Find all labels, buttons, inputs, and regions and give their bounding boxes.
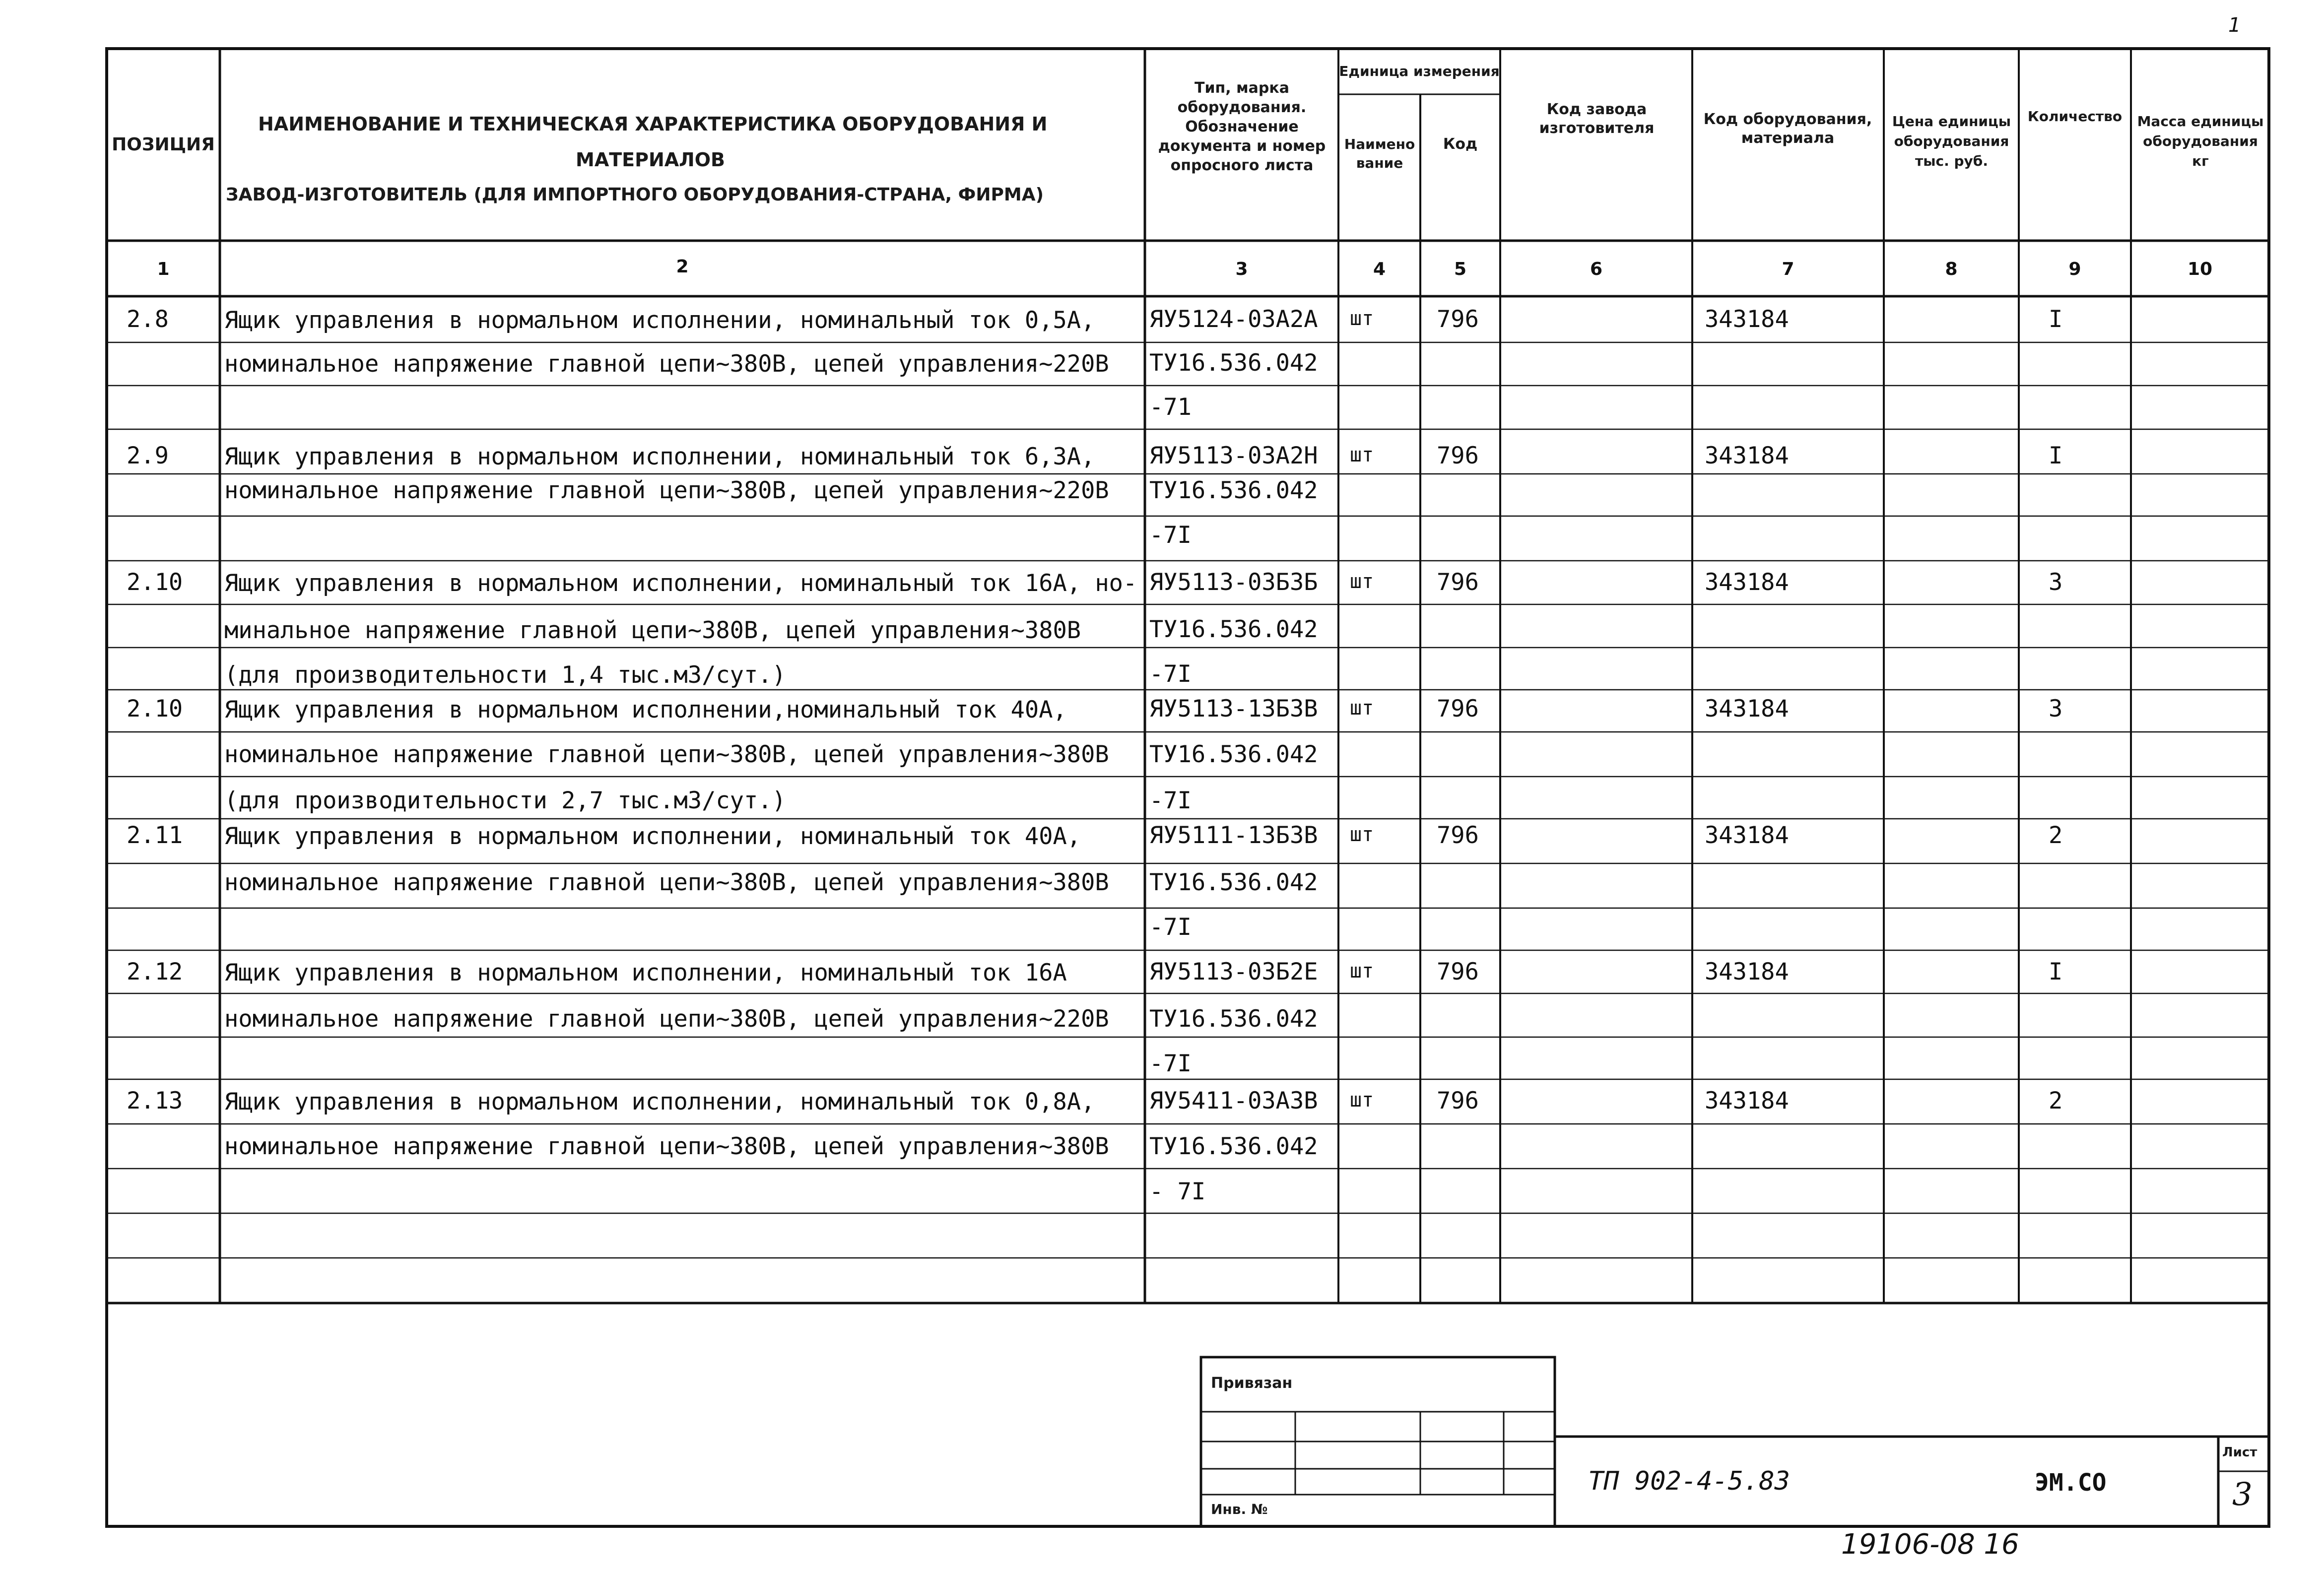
type-line: ТУ16.536.042 bbox=[1149, 1133, 1318, 1160]
col-number-10: 10 bbox=[2187, 259, 2213, 279]
header-unit-name: Наименование bbox=[1344, 136, 1415, 171]
description-line: Ящик управления в нормальном исполнении, номинальный ток 0,5А, bbox=[224, 307, 1095, 334]
type-line: -7I bbox=[1149, 787, 1192, 814]
material-code-cell: 343184 bbox=[1705, 569, 1789, 596]
quantity-cell: I bbox=[2049, 958, 2063, 985]
quantity-cell: 2 bbox=[2049, 1087, 2063, 1114]
position-cell: 2.10 bbox=[127, 569, 183, 596]
col-number-9: 9 bbox=[2068, 259, 2081, 279]
stamp-sheet-number: 3 bbox=[2232, 1476, 2253, 1513]
header-name-line3: ЗАВОД-ИЗГОТОВИТЕЛЬ (ДЛЯ ИМПОРТНОГО ОБОРУДОВАНИЯ-СТРАНА, ФИРМА) bbox=[226, 185, 1044, 205]
type-line: ЯУ5113-03Б3Б bbox=[1149, 569, 1318, 596]
unit-code-cell: 796 bbox=[1437, 442, 1479, 469]
description-line: Ящик управления в нормальном исполнении, номинальный ток 6,3А, bbox=[224, 443, 1095, 470]
unit-cell: шт bbox=[1350, 960, 1374, 983]
type-line: ТУ16.536.042 bbox=[1149, 869, 1318, 896]
unit-cell: шт bbox=[1350, 444, 1374, 466]
position-cell: 2.8 bbox=[127, 306, 169, 333]
description-line: номинальное напряжение главной цепи~380В, цепей управления~220В bbox=[224, 1005, 1109, 1033]
stamp-inventory-number: Инв. № bbox=[1211, 1501, 1268, 1517]
material-code-cell: 343184 bbox=[1705, 958, 1789, 985]
material-code-cell: 343184 bbox=[1705, 1087, 1789, 1114]
unit-cell: шт bbox=[1350, 697, 1374, 720]
quantity-cell: I bbox=[2049, 442, 2063, 469]
header-factory-code: Код завода изготовителя bbox=[1539, 101, 1655, 137]
unit-code-cell: 796 bbox=[1437, 695, 1479, 722]
position-cell: 2.12 bbox=[127, 958, 183, 985]
type-line: ТУ16.536.042 bbox=[1149, 477, 1318, 504]
type-line: ЯУ5113-03Б2Е bbox=[1149, 958, 1318, 985]
unit-code-cell: 796 bbox=[1437, 958, 1479, 985]
type-line: ТУ16.536.042 bbox=[1149, 349, 1318, 377]
unit-cell: шт bbox=[1350, 823, 1374, 846]
col-number-5: 5 bbox=[1454, 259, 1467, 279]
unit-cell: шт bbox=[1350, 1089, 1374, 1112]
quantity-cell: 3 bbox=[2049, 695, 2063, 722]
header-quantity: Количество bbox=[2027, 108, 2123, 125]
description-line: номинальное напряжение главной цепи~380В, цепей управления~380В bbox=[224, 741, 1109, 768]
material-code-cell: 343184 bbox=[1705, 306, 1789, 333]
type-line: -7I bbox=[1149, 914, 1192, 941]
header-material-code: Код оборудования, материала bbox=[1703, 111, 1872, 147]
bottom-handwritten-note: 19106-08 16 bbox=[1841, 1528, 2019, 1561]
unit-code-cell: 796 bbox=[1437, 306, 1479, 333]
type-line: -71 bbox=[1149, 393, 1192, 421]
description-line: Ящик управления в нормальном исполнении, номинальный ток 40А, bbox=[224, 823, 1081, 850]
type-line: ЯУ5411-03А3В bbox=[1149, 1087, 1318, 1114]
type-line: ТУ16.536.042 bbox=[1149, 741, 1318, 768]
quantity-cell: I bbox=[2049, 306, 2063, 333]
header-type: Тип, марка оборудования. Обозначение документа и номер опросного листа bbox=[1158, 79, 1326, 174]
col-number-7: 7 bbox=[1782, 259, 1794, 279]
description-line: (для производительности 1,4 тыс.м3/сут.) bbox=[224, 661, 786, 689]
type-line: ЯУ5124-03А2А bbox=[1149, 306, 1318, 333]
description-line: номинальное напряжение главной цепи~380В, цепей управления~220В bbox=[224, 477, 1109, 504]
position-cell: 2.13 bbox=[127, 1087, 183, 1114]
header-mass: Масса единицы оборудования кг bbox=[2137, 113, 2264, 169]
type-line: ЯУ5113-13Б3В bbox=[1149, 695, 1318, 722]
header-price: Цена единицы оборудования тыс. руб. bbox=[1892, 113, 2011, 169]
col-number-6: 6 bbox=[1590, 259, 1603, 279]
description-line: Ящик управления в нормальном исполнении, номинальный ток 16А bbox=[224, 959, 1067, 986]
type-line: -7I bbox=[1149, 660, 1192, 688]
type-line: ЯУ5111-13Б3В bbox=[1149, 822, 1318, 849]
stamp-privyazan: Привязан bbox=[1211, 1375, 1293, 1392]
header-position: ПОЗИЦИЯ bbox=[112, 134, 215, 155]
position-cell: 2.10 bbox=[127, 695, 183, 722]
description-line: номинальное напряжение главной цепи~380В, цепей управления~380В bbox=[224, 869, 1109, 896]
header-name-line1: НАИМЕНОВАНИЕ И ТЕХНИЧЕСКАЯ ХАРАКТЕРИСТИКА ОБОРУДОВАНИЯ И bbox=[258, 113, 1048, 135]
description-line: Ящик управления в нормальном исполнении,номинальный ток 40А, bbox=[224, 696, 1067, 723]
header-unit-code: Код bbox=[1443, 135, 1478, 153]
unit-code-cell: 796 bbox=[1437, 822, 1479, 849]
quantity-cell: 2 bbox=[2049, 822, 2063, 849]
header-unit-group: Единица измерения bbox=[1339, 63, 1500, 79]
description-line: Ящик управления в нормальном исполнении, номинальный ток 16А, но- bbox=[224, 570, 1137, 597]
unit-code-cell: 796 bbox=[1437, 1087, 1479, 1114]
stamp-section: ЭМ.СО bbox=[2035, 1469, 2107, 1497]
corner-mark: 1 bbox=[2228, 14, 2241, 37]
description-line: номинальное напряжение главной цепи~380В, цепей управления~380В bbox=[224, 1133, 1109, 1160]
quantity-cell: 3 bbox=[2049, 569, 2063, 596]
col-number-1: 1 bbox=[157, 259, 170, 279]
description-line: Ящик управления в нормальном исполнении, номинальный ток 0,8А, bbox=[224, 1088, 1095, 1115]
unit-cell: шт bbox=[1350, 570, 1374, 593]
type-line: ТУ16.536.042 bbox=[1149, 1005, 1318, 1033]
col-number-8: 8 bbox=[1945, 259, 1958, 279]
description-line: (для производительности 2,7 тыс.м3/сут.) bbox=[224, 787, 786, 814]
type-line: -7I bbox=[1149, 1050, 1192, 1077]
position-cell: 2.11 bbox=[127, 822, 183, 849]
stamp-sheet-label: Лист bbox=[2222, 1445, 2258, 1460]
material-code-cell: 343184 bbox=[1705, 695, 1789, 722]
stamp-project-code: ТП 902-4-5.83 bbox=[1588, 1466, 1790, 1496]
description-line: минальное напряжение главной цепи~380В, цепей управления~380В bbox=[224, 617, 1081, 644]
col-number-4: 4 bbox=[1373, 259, 1386, 279]
col-number-3: 3 bbox=[1235, 259, 1248, 279]
type-line: ЯУ5113-03А2Н bbox=[1149, 442, 1318, 469]
type-line: - 7I bbox=[1149, 1178, 1206, 1205]
type-line: -7I bbox=[1149, 522, 1192, 549]
unit-code-cell: 796 bbox=[1437, 569, 1479, 596]
position-cell: 2.9 bbox=[127, 442, 169, 469]
type-line: ТУ16.536.042 bbox=[1149, 616, 1318, 643]
unit-cell: шт bbox=[1350, 307, 1374, 330]
col-number-2: 2 bbox=[676, 257, 689, 277]
material-code-cell: 343184 bbox=[1705, 822, 1789, 849]
material-code-cell: 343184 bbox=[1705, 442, 1789, 469]
header-name-line2: МАТЕРИАЛОВ bbox=[576, 149, 725, 171]
description-line: номинальное напряжение главной цепи~380В, цепей управления~220В bbox=[224, 350, 1109, 378]
